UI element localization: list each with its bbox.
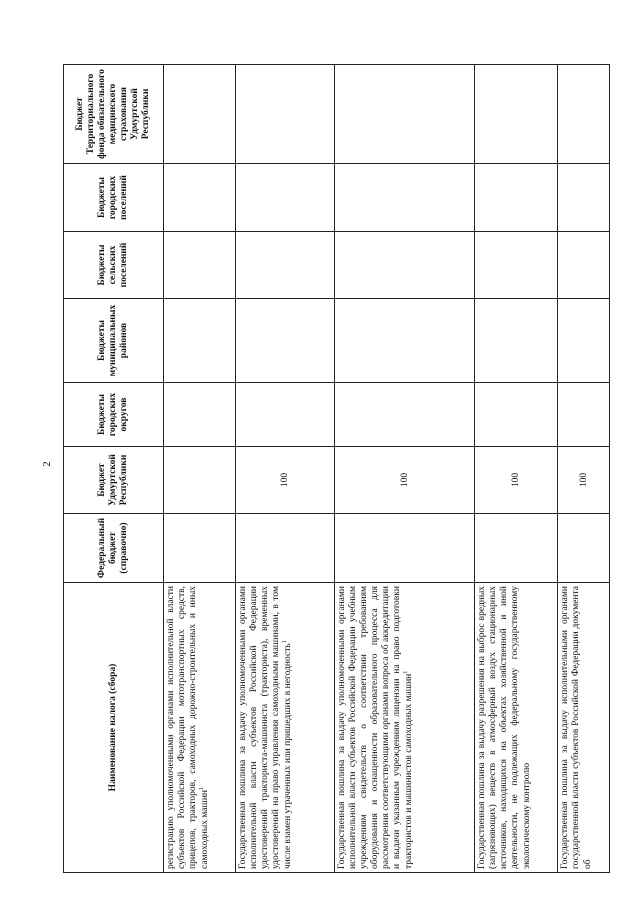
value-cell xyxy=(335,232,475,299)
value-cell xyxy=(558,514,610,583)
header-udmurt-budget: Бюджет Удмуртской Республики xyxy=(64,447,164,514)
value-cell xyxy=(236,164,335,232)
value-cell xyxy=(164,299,236,383)
table-row xyxy=(475,65,558,873)
value-cell xyxy=(558,383,610,447)
value-cell xyxy=(236,514,335,583)
value-cell xyxy=(164,383,236,447)
header-tax-name: Наименование налога (сбора) xyxy=(64,583,164,873)
value-cell xyxy=(164,65,236,164)
rotated-page xyxy=(63,65,609,873)
value-cell xyxy=(558,232,610,299)
value-cell xyxy=(335,299,475,383)
value-cell xyxy=(475,514,558,583)
table-row xyxy=(558,65,610,873)
value-cell: 100 xyxy=(236,447,335,514)
value-cell xyxy=(475,232,558,299)
value-cell: 100 xyxy=(335,447,475,514)
header-rural-settlements: Бюджеты сельских поселений xyxy=(64,232,164,299)
value-cell xyxy=(164,447,236,514)
table-row xyxy=(236,65,335,873)
value-cell xyxy=(475,164,558,232)
header-medical-fund: Бюджет Территориального фонда обязательного медицинского страхования Удмуртской Республики xyxy=(64,65,164,164)
value-cell: 100 xyxy=(475,447,558,514)
page-number: 2 xyxy=(40,461,53,467)
header-row xyxy=(64,65,164,873)
value-cell xyxy=(335,164,475,232)
value-cell: 100 xyxy=(558,447,610,514)
header-city-districts: Бюджеты городских округов xyxy=(64,383,164,447)
value-cell xyxy=(558,65,610,164)
value-cell xyxy=(475,383,558,447)
value-cell xyxy=(164,164,236,232)
value-cell xyxy=(558,164,610,232)
value-cell xyxy=(335,514,475,583)
value-cell xyxy=(164,514,236,583)
tax-name-cell: Государственная пошлина за выдачу исполнительными органами государственной власти субъектов Российской Федерации документа об xyxy=(558,583,610,873)
header-urban-settlements: Бюджеты городских поселений xyxy=(64,164,164,232)
tax-name-cell: Государственная пошлина за выдачу уполномоченными органами исполнительной власти субъектов Российской Федерации учебным учреждениям свидетельств о соответствии требованиям оборудования и оснащенности образовательного процесса для рассмотрения соответствующими органами вопроса об аккредитации и выдачи указанным учреждениям лицензии на право подготовки трактористов и машинистов самоходных машин$^1$ xyxy=(335,583,475,873)
table-row xyxy=(335,65,475,873)
header-federal-budget: Федеральный бюджет (справочно) xyxy=(64,514,164,583)
tax-name-cell: Государственная пошлина за выдачу уполномоченными органами исполнительной власти субъектов Российской Федерации удостоверений тракториста-машиниста (тракториста), временных удостоверений на право управления самоходными машинами, в том числе взамен утраченных или пришедших в негодность$^1$ xyxy=(236,583,335,873)
value-cell xyxy=(475,299,558,383)
value-cell xyxy=(236,299,335,383)
budget-distribution-table xyxy=(63,64,610,873)
table-row xyxy=(164,65,236,873)
tax-name-cell: регистрацию уполномоченными органами исполнительной власти субъектов Российской Федерации мототранспортных средств, прицепов, тракторов, самоходных дорожно-строительных и иных самоходных машин$^1$ xyxy=(164,583,236,873)
value-cell xyxy=(558,299,610,383)
value-cell xyxy=(236,65,335,164)
value-cell xyxy=(236,383,335,447)
value-cell xyxy=(335,65,475,164)
header-municipal-districts: Бюджеты муниципальных районов xyxy=(64,299,164,383)
tax-name-cell: Государственная пошлина за выдачу разрешения на выброс вредных (загрязняющих) веществ в атмосферный воздух стационарных источников, находящихся на объектах хозяйственной и иной деятельности, не подлежащих федеральному государственному экологическому контролю xyxy=(475,583,558,873)
value-cell xyxy=(164,232,236,299)
value-cell xyxy=(475,65,558,164)
value-cell xyxy=(236,232,335,299)
value-cell xyxy=(335,383,475,447)
